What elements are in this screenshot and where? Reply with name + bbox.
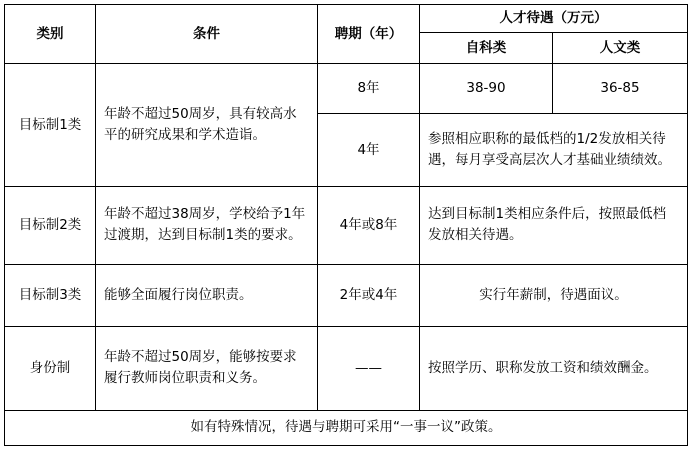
header-term: 聘期（年）	[318, 5, 420, 64]
row1-term-8: 8年	[318, 64, 420, 114]
row1-treatment: 参照相应职称的最低档的1/2发放相关待遇，每月享受高层次人才基础业绩绩效。	[420, 114, 688, 187]
row4-term: ——	[318, 326, 420, 410]
row1-condition: 年龄不超过50周岁，具有较高水平的研究成果和学术造诣。	[96, 64, 318, 187]
talent-policy-table	[4, 4, 688, 446]
footer-note: 如有特殊情况，待遇与聘期可采用“一事一议”政策。	[5, 410, 688, 445]
row2-category: 目标制2类	[5, 187, 96, 264]
row4-category: 身份制	[5, 326, 96, 410]
row1-category: 目标制1类	[5, 64, 96, 187]
header-humanities: 人文类	[553, 33, 688, 64]
row1-science-value: 38-90	[420, 64, 553, 114]
row3-condition: 能够全面履行岗位职责。	[96, 264, 318, 326]
header-science: 自科类	[420, 33, 553, 64]
row1-term-4: 4年	[318, 114, 420, 187]
row3-category: 目标制3类	[5, 264, 96, 326]
header-treatment: 人才待遇（万元）	[420, 5, 688, 33]
row2-condition: 年龄不超过38周岁，学校给予1年过渡期，达到目标制1类的要求。	[96, 187, 318, 264]
row1-humanities-value: 36-85	[553, 64, 688, 114]
row2-treatment: 达到目标制1类相应条件后，按照最低档发放相关待遇。	[420, 187, 688, 264]
header-category: 类别	[5, 5, 96, 64]
row4-condition: 年龄不超过50周岁，能够按要求履行教师岗位职责和义务。	[96, 326, 318, 410]
header-condition: 条件	[96, 5, 318, 64]
row4-treatment: 按照学历、职称发放工资和绩效酬金。	[420, 326, 688, 410]
row3-term: 2年或4年	[318, 264, 420, 326]
row3-treatment: 实行年薪制，待遇面议。	[420, 264, 688, 326]
row2-term: 4年或8年	[318, 187, 420, 264]
